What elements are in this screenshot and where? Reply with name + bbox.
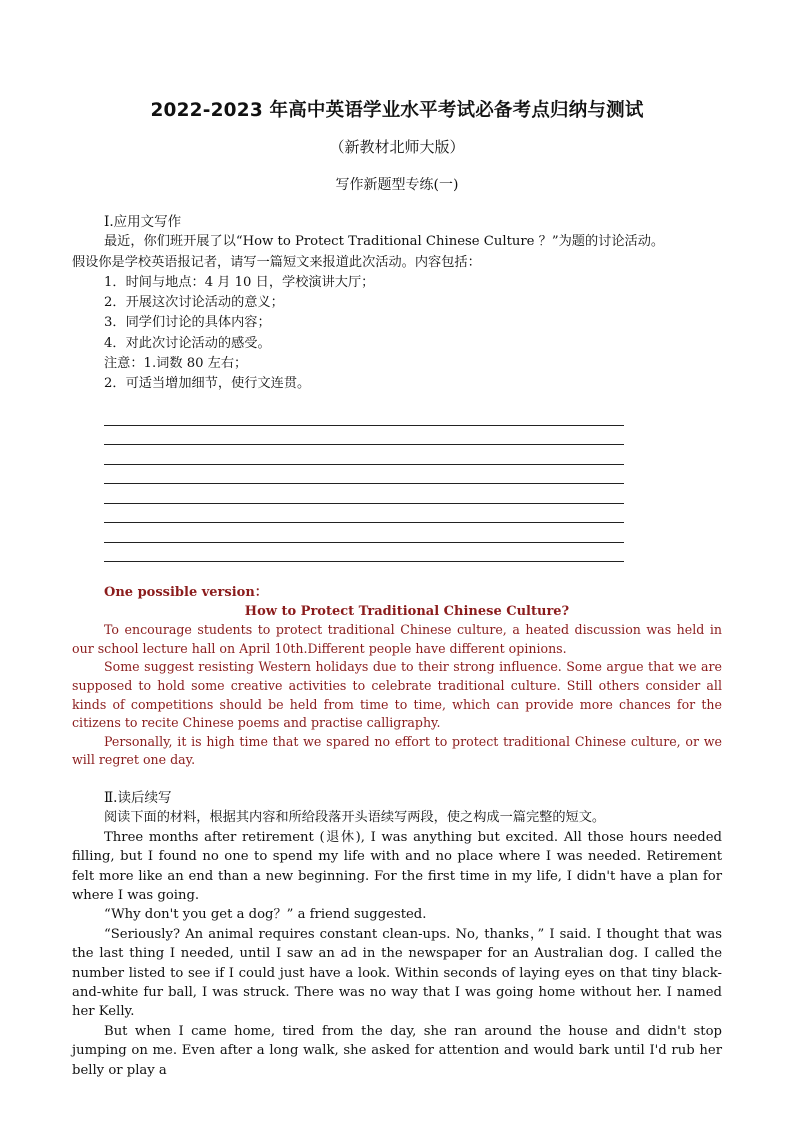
note-line-2: 2．可适当增加细节，使行文连贯。 bbox=[104, 376, 311, 392]
document-title: 2022-2023 年高中英语学业水平考试必备考点归纳与测试 bbox=[150, 100, 644, 121]
prompt-item-1: 1．时间与地点：4 月 10 日，学校演讲大厅； bbox=[104, 274, 375, 290]
prompt-item-2: 2．开展这次讨论活动的意义； bbox=[104, 295, 284, 311]
section2-heading: Ⅱ.读后续写 bbox=[104, 790, 172, 806]
story-paragraph-4: But when I came home, tired from the day, she ran around the house and didn't stop jumping on me. Even after a long walk, she asked for attention and would bark until I'd rub her belly or play a bbox=[72, 1023, 722, 1078]
sample-title: How to Protect Traditional Chinese Culture? bbox=[244, 603, 570, 619]
sample-paragraph-3: Personally, it is high time that we spared no effort to protect traditional Chinese culture, or we will regret one day. bbox=[72, 733, 722, 768]
prompt-line-1: 最近，你们班开展了以“How to Protect Traditional Chinese Culture ？”为题的讨论活动。 bbox=[104, 234, 665, 250]
section1-heading: Ⅰ.应用文写作 bbox=[104, 214, 182, 230]
writing-line bbox=[104, 445, 624, 465]
prompt-item-3: 3．同学们讨论的具体内容； bbox=[104, 315, 271, 331]
sample-paragraph-2: Some suggest resisting Western holidays due to their strong influence. Some argue that we are supposed to hold some creative activities to celebrate traditional culture. Still others consider all kinds of competitions should be held from time to time, which can provide more chances for the citizens to recite Chinese poems and practise calligraphy. bbox=[72, 659, 722, 731]
prompt-line-2: 假设你是学校英语报记者，请写一篇短文来报道此次活动。内容包括： bbox=[72, 254, 481, 270]
writing-line bbox=[104, 406, 624, 426]
sample-label: One possible version： bbox=[104, 585, 268, 600]
prompt-item-4: 4．对此次讨论活动的感受。 bbox=[104, 335, 271, 351]
writing-line bbox=[104, 543, 624, 563]
section-practical-writing bbox=[72, 212, 722, 395]
document-subtitle: （新教材北师大版） bbox=[329, 138, 465, 156]
writing-line bbox=[104, 465, 624, 485]
story-paragraph-3: “Seriously? An animal requires constant clean-ups. No, thanks，” I said. I thought that was the last thing I needed, until I saw an ad in the newspaper for an Australian dog. I called the number listed to see if I could just have a look. Within seconds of laying eyes on that tiny black-and-white fur ball, I was struck. There was no way that I was going home without her. I named her Kelly. bbox=[72, 926, 722, 1020]
writing-line bbox=[104, 523, 624, 543]
writing-line bbox=[104, 426, 624, 446]
sample-answer bbox=[72, 584, 722, 770]
note-line-1: 注意：1.词数 80 左右； bbox=[104, 356, 248, 372]
writing-line bbox=[104, 504, 624, 524]
sample-paragraph-1: To encourage students to protect traditional Chinese culture, a heated discussion was held in our school lecture hall on April 10th.Different people have different opinions. bbox=[72, 622, 722, 656]
story-paragraph-2: “Why don't you get a dog？” a friend suggested. bbox=[104, 907, 427, 923]
story-paragraph-1: Three months after retirement (退休), I was anything but excited. All those hours needed filling, but I found no one to spend my life with and no place where I was needed. Retirement felt more like an end than a new beginning. For the first time in my life, I didn't have a plan for where I was going. bbox=[72, 829, 722, 904]
writing-line bbox=[104, 484, 624, 504]
exercise-title: 写作新题型专练(一) bbox=[335, 177, 459, 193]
section2-instruction: 阅读下面的材料，根据其内容和所给段落开头语续写两段，使之构成一篇完整的短文。 bbox=[104, 810, 606, 826]
section-continuation-writing bbox=[72, 789, 722, 1080]
writing-lines bbox=[104, 406, 624, 562]
